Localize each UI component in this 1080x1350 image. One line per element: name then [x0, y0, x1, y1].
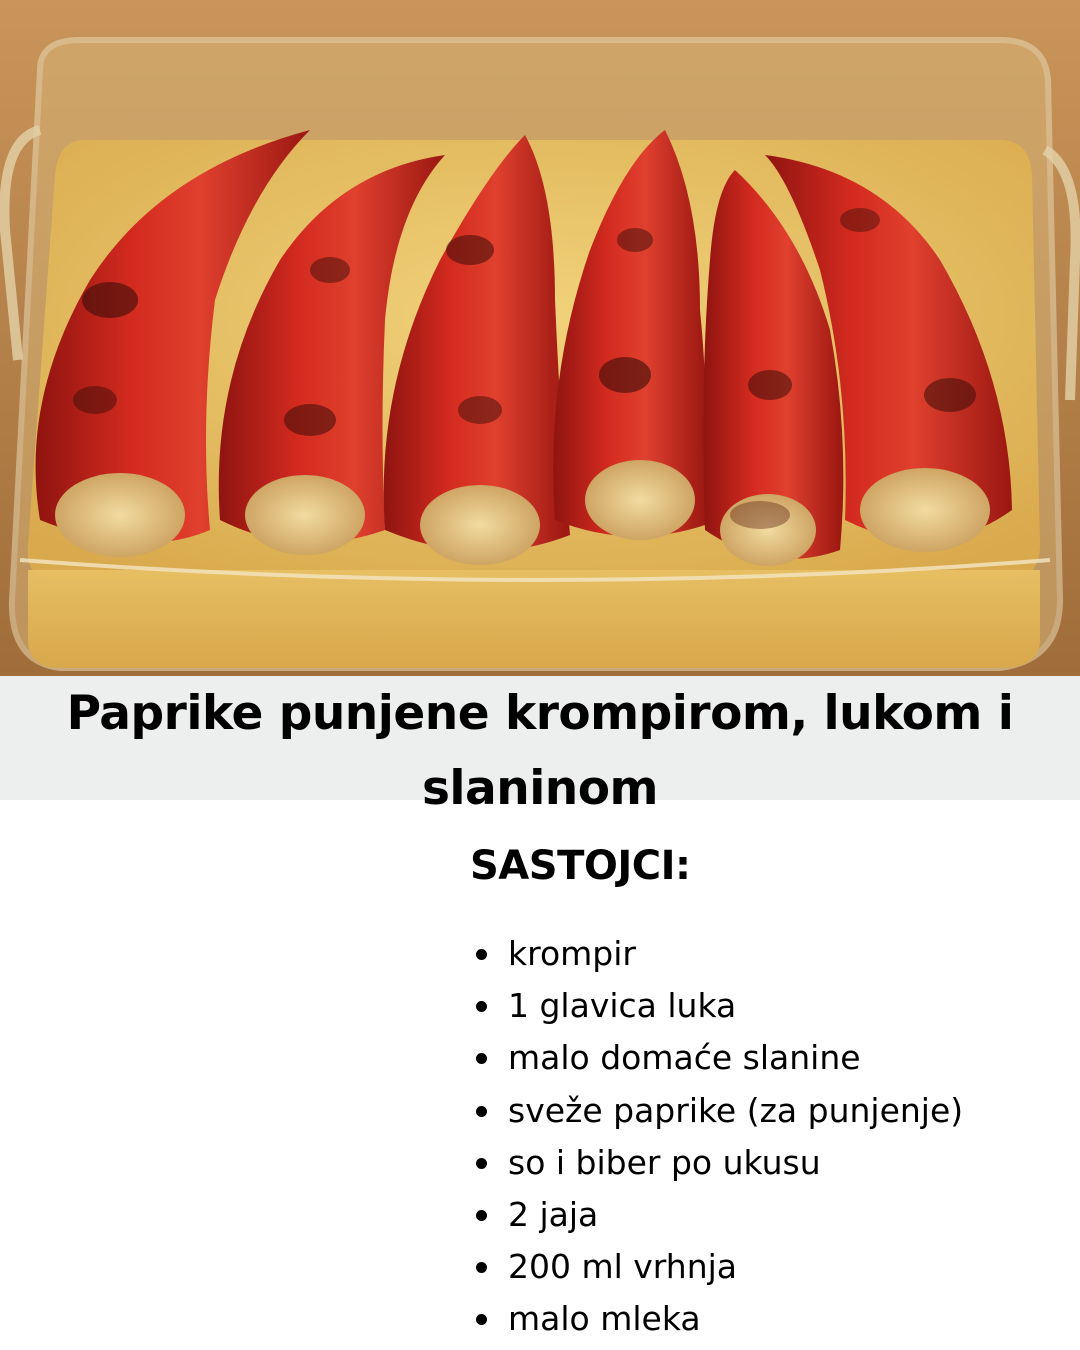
ingredient-text: 1 glavica luka — [508, 986, 737, 1026]
list-item — [470, 1032, 1070, 1084]
bullet-icon — [476, 1001, 487, 1012]
ingredient-text: 200 ml vrhnja — [508, 1247, 738, 1287]
list-item — [470, 1137, 1070, 1189]
bullet-icon — [476, 1106, 487, 1117]
list-item — [470, 1189, 1070, 1241]
bullet-icon — [476, 949, 487, 960]
list-item — [470, 928, 1070, 980]
ingredient-text: so i biber po ukusu — [508, 1142, 821, 1182]
ingredient-text: malo domaće slanine — [508, 1038, 861, 1078]
list-item — [470, 980, 1070, 1032]
recipe-title — [0, 676, 1080, 826]
recipe-title-line-2: slaninom — [421, 761, 659, 816]
recipe-title-line-1: Paprike punjene krompirom, lukom i — [66, 686, 1014, 741]
bullet-icon — [476, 1158, 487, 1169]
ingredient-text: sveže paprike (za punjenje) — [508, 1090, 964, 1130]
ingredients-section — [470, 838, 1070, 1346]
ingredient-text: 2 jaja — [508, 1195, 599, 1235]
bullet-icon — [476, 1262, 487, 1273]
bullet-icon — [476, 1053, 487, 1064]
list-item — [470, 1085, 1070, 1137]
bullet-icon — [476, 1314, 487, 1325]
ingredients-heading: SASTOJCI: — [470, 843, 691, 889]
list-item — [470, 1241, 1070, 1293]
bullet-icon — [476, 1210, 487, 1221]
ingredient-text: malo mleka — [508, 1299, 701, 1339]
ingredient-text: krompir — [508, 934, 636, 973]
ingredients-list — [470, 928, 1070, 1346]
list-item — [470, 1293, 1070, 1345]
